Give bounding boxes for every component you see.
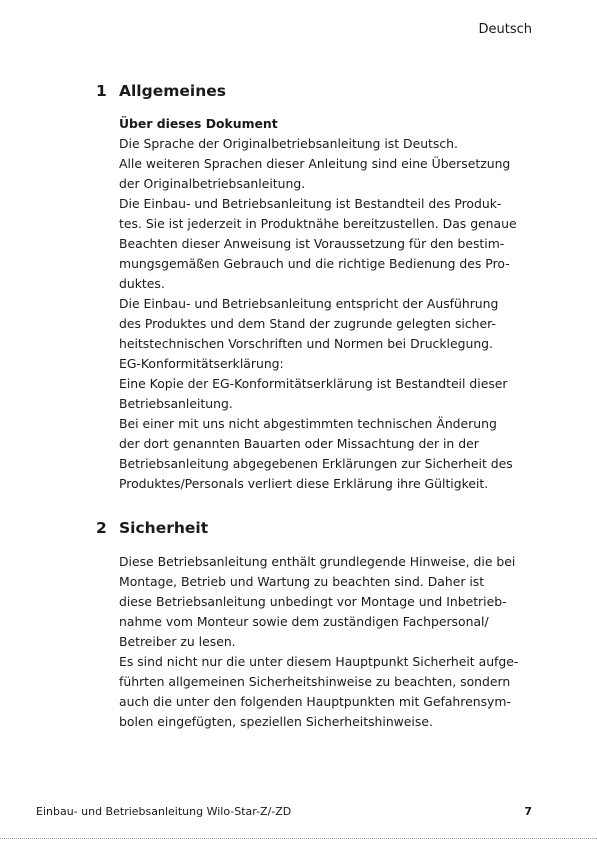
footer-title: Einbau- und Betriebsanleitung Wilo-Star-Z/-ZD [36,805,292,818]
text-line: Bei einer mit uns nicht abgestimmten technischen Änderung [119,416,497,431]
section-number: 1 [96,82,107,100]
section-number: 2 [96,519,107,537]
text-line: duktes. [119,276,165,291]
section-body-sicherheit [119,552,539,732]
text-line: der Originalbetriebsanleitung. [119,176,306,191]
text-line: der dort genannten Bauarten oder Missachtung der in der [119,436,479,451]
text-line: EG-Konformitätserklärung: [119,356,284,371]
section-body-allgemeines [119,114,539,494]
text-line: Eine Kopie der EG-Konformitätserklärung ist Bestandteil dieser [119,376,508,391]
text-line: Beachten dieser Anweisung ist Voraussetzung für den bestim- [119,236,505,251]
text-line: des Produktes und dem Stand der zugrunde gelegten sicher- [119,316,496,331]
bottom-divider [0,838,597,839]
text-line: Die Einbau- und Betriebsanleitung ist Bestandteil des Produk- [119,196,502,211]
text-line: heitstechnischen Vorschriften und Normen bei Drucklegung. [119,336,493,351]
text-line: nahme vom Monteur sowie dem zuständigen Fachpersonal/ [119,614,489,629]
section-heading-sicherheit [96,519,208,537]
text-line: tes. Sie ist jederzeit in Produktnähe bereitzustellen. Das genaue [119,216,517,231]
text-line: Betriebsanleitung. [119,396,233,411]
text-line: Die Sprache der Originalbetriebsanleitung ist Deutsch. [119,136,458,151]
text-line: bolen eingefügten, speziellen Sicherheitshinweise. [119,714,433,729]
text-line: führten allgemeinen Sicherheitshinweise zu beachten, sondern [119,674,511,689]
text-line: Betreiber zu lesen. [119,634,236,649]
text-line: diese Betriebsanleitung unbedingt vor Montage und Inbetrieb- [119,594,507,609]
subheading: Über dieses Dokument [119,116,278,131]
text-line: mungsgemäßen Gebrauch und die richtige Bedienung des Pro- [119,256,510,271]
section-heading-allgemeines [96,82,226,100]
text-line: Montage, Betrieb und Wartung zu beachten sind. Daher ist [119,574,485,589]
page-footer [36,805,532,818]
section-title: Sicherheit [119,519,209,537]
text-line: Die Einbau- und Betriebsanleitung entspricht der Ausführung [119,296,499,311]
text-line: Betriebsanleitung abgegebenen Erklärungen zur Sicherheit des [119,456,513,471]
text-line: Es sind nicht nur die unter diesem Hauptpunkt Sicherheit aufge- [119,654,519,669]
text-line: auch die unter den folgenden Hauptpunkten mit Gefahrensym- [119,694,511,709]
page-number: 7 [524,805,532,818]
section-title: Allgemeines [119,82,226,100]
header-language: Deutsch [478,22,532,37]
text-line: Alle weiteren Sprachen dieser Anleitung sind eine Übersetzung [119,156,511,171]
text-line: Diese Betriebsanleitung enthält grundlegende Hinweise, die bei [119,554,516,569]
text-line: Produktes/Personals verliert diese Erklärung ihre Gültigkeit. [119,476,489,491]
